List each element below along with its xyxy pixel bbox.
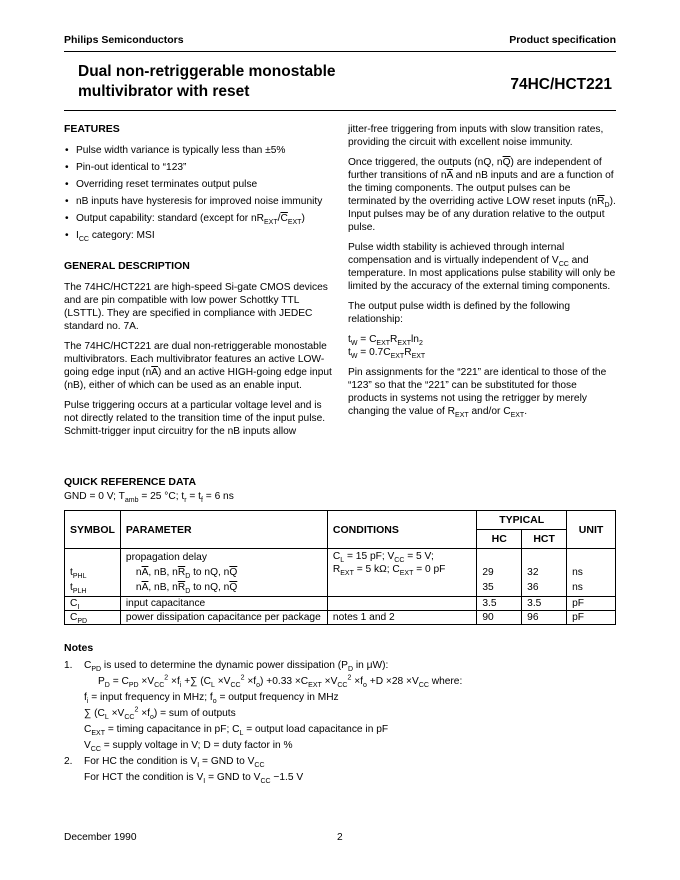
parameter-cell: input capacitance: [120, 597, 327, 611]
hct-cell: 3.5: [522, 597, 567, 611]
parameter-cell: power dissipation capacitance per package: [120, 611, 327, 625]
header-rule: [64, 51, 616, 52]
company-name: Philips Semiconductors: [64, 34, 184, 46]
paragraph: jitter-free triggering from inputs with slow transition rates, providing the circuit with excellent noise immunity.: [348, 124, 604, 148]
hc-cell: 3.5: [477, 597, 522, 611]
symbol-cell: $t_{PHL}$ $t_{PLH}$: [65, 549, 121, 597]
note-line: $V_{CC}$ = supply voltage in V; D = duty factor in %: [84, 740, 293, 754]
list-item: • Overriding reset terminates output pulse: [64, 178, 332, 191]
table-row: [65, 549, 616, 597]
hct-cell: 96: [522, 611, 567, 625]
conditions-cell: $C_L = 15$ pF; $V_{CC} = 5$ V; $R_{EXT} = 5$ kΩ; $C_{EXT} = 0$ pF: [327, 549, 476, 597]
quick-reference-heading: QUICK REFERENCE DATA: [64, 476, 197, 488]
notes-section: [64, 640, 616, 786]
note-2: 2. For HC the condition is $V_I$ = GND to $V_{CC}$: [64, 756, 265, 770]
list-item: • Pulse width variance is typically less than ±5%: [64, 144, 332, 157]
hc-cell: 90: [477, 611, 522, 625]
paragraph: Pulse triggering occurs at a particular voltage level and is not directly related to the transition time of the input pulse. Schmitt-trigger input circuitry for the nB inputs allow: [64, 400, 326, 437]
document-type: Product specification: [509, 34, 616, 46]
page-number: 2: [337, 832, 343, 843]
col-header-unit: UNIT: [567, 511, 616, 549]
table-row: [65, 611, 616, 625]
list-item: • Pin-out identical to “123”: [64, 161, 332, 174]
unit-cell: pF: [567, 597, 616, 611]
note-line: For HCT the condition is $V_I$ = GND to $V_{CC} -1.5$ V: [84, 772, 304, 786]
col-header-conditions: CONDITIONS: [327, 511, 476, 549]
unit-cell: pF: [567, 611, 616, 625]
paragraph: Pin assignments for the “221” are identical to those of the “123” so that the “221” can be substituted for those products in systems not using the retrigger by merely changing the value of $R_{EXT}$ and/or $C_{EXT}$.: [348, 367, 607, 420]
col-header-symbol: SYMBOL: [65, 511, 121, 549]
part-number: 74HC/HCT221: [510, 76, 612, 93]
list-item: • nB inputs have hysteresis for improved noise immunity: [64, 195, 332, 208]
unit-cell: ns ns: [567, 549, 616, 597]
list-item: • Output capability: standard (except for $nR_{EXT}/\overline{C}_{EXT}$): [64, 212, 332, 225]
general-description-heading: GENERAL DESCRIPTION: [64, 260, 190, 272]
power-formula: $P_D = C_{PD} \times V_{CC}^2 \times f_i$ +∑ $(C_L \times V_{CC}^2 \times f_o) +0.33 \times C_{EXT} \times V_{CC}^2 \times f_o +D \times 28 \times V_{CC}$ where:: [98, 674, 463, 690]
pulse-width-equation: $t_W = C_{EXT}R_{EXT}\ln_2$ $t_W = 0.7C_{EXT}R_{EXT}$: [348, 334, 426, 361]
document-title: Dual non-retriggerable monostable multivibrator with reset: [78, 63, 336, 100]
quick-reference-table: [64, 510, 616, 625]
list-item: • $I_{CC}$ category: MSI: [64, 229, 332, 242]
note-line: $f_i$ = input frequency in MHz; $f_o$ = output frequency in MHz: [84, 692, 339, 706]
col-header-typical: TYPICAL: [477, 511, 567, 530]
title-rule: [64, 110, 616, 111]
right-column: [348, 123, 616, 425]
col-header-hct: HCT: [522, 530, 567, 549]
conditions-cell: notes 1 and 2: [327, 611, 476, 625]
note-1: 1. $C_{PD}$ is used to determine the dynamic power dissipation ($P_D$ in μW):: [64, 660, 389, 674]
symbol-cell: $C_{PD}$: [65, 611, 121, 625]
left-column: [64, 123, 332, 445]
paragraph: The 74HC/HCT221 are dual non-retriggerable monostable multivibrators. Each multivibrator features an active LOW-going edge input $(n\overline{A})$ and an active HIGH-going edge input (nB), either of which can be used as an enable input.: [64, 341, 332, 391]
quick-reference-conditions: GND = 0 V; $T_{amb} = 25$ °C; $t_r = t_f = 6$ ns: [64, 491, 234, 505]
features-heading: FEATURES: [64, 123, 120, 135]
parameter-cell: propagation delay $n\overline{A}$, nB, $n\overline{R}_D$ to nQ, $n\overline{Q}$ $n\overline{A}$, nB, $n\overline{R}_D$ to nQ, $n\overline{Q}$: [120, 549, 327, 597]
col-header-parameter: PARAMETER: [120, 511, 327, 549]
notes-heading: Notes: [64, 642, 94, 654]
note-line: ∑ $(C_L \times V_{CC}^2 \times f_o)$ = sum of outputs: [84, 706, 236, 722]
paragraph: Pulse width stability is achieved through internal compensation and is virtually independent of $V_{CC}$ and temperature. In most applications pulse stability will only be limited by the accuracy of the external timing components.: [348, 242, 616, 292]
features-list: [64, 144, 332, 242]
paragraph: The output pulse width is defined by the following relationship:: [348, 301, 571, 325]
table-row: [65, 597, 616, 611]
col-header-hc: HC: [477, 530, 522, 549]
symbol-cell: $C_I$: [65, 597, 121, 611]
note-line: $C_{EXT} = timing$ capacitance in pF; $C_L$ = output load capacitance in pF: [84, 724, 389, 738]
hct-cell: 32 36: [522, 549, 567, 597]
paragraph: The 74HC/HCT221 are high-speed Si-gate CMOS devices and are pin compatible with low power Schottky TTL (LSTTL). They are specified in compliance with JEDEC standard no. 7A.: [64, 282, 328, 332]
conditions-cell: [327, 597, 476, 611]
footer-date: December 1990: [64, 832, 137, 843]
hc-cell: 29 35: [477, 549, 522, 597]
paragraph: Once triggered, the outputs (nQ, $n\overline{Q}$) are independent of further transitions of $n\overline{A}$ and nB inputs and are a function of the timing components. The output pulses can be terminated by the overriding active LOW reset inputs $(n\overline{R}_D)$. Input pulses may be of any duration relative to the output pulse.: [348, 157, 616, 233]
